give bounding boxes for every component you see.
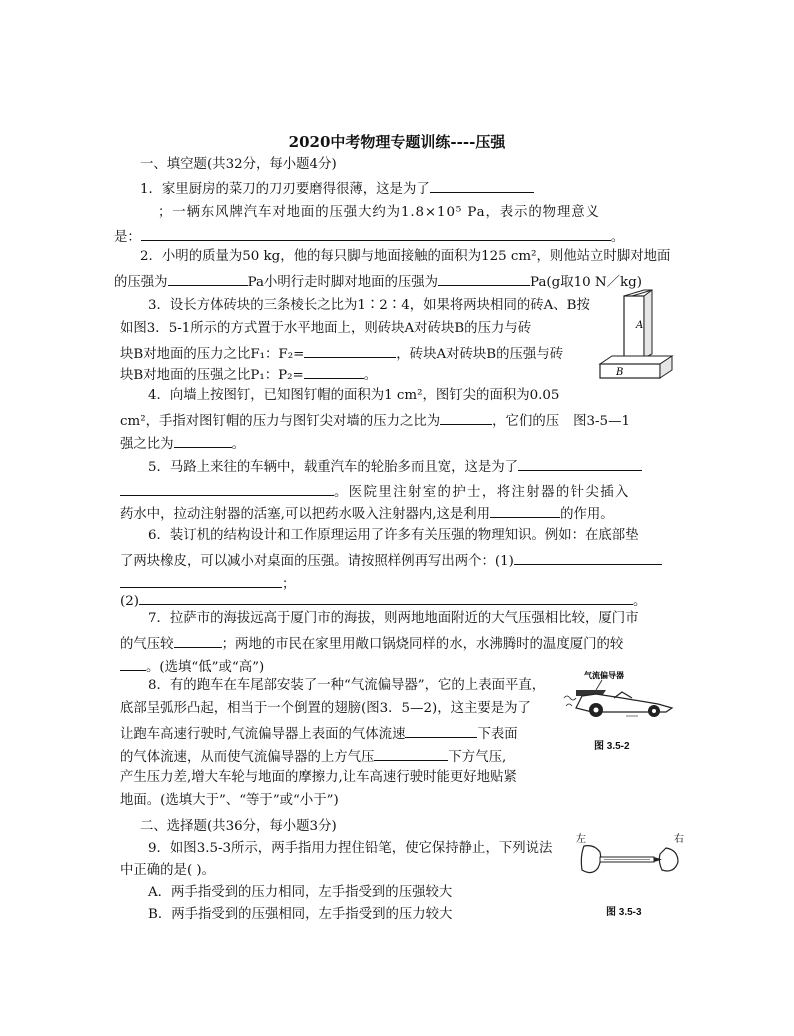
question-7-line-3: [120, 656, 264, 677]
section-heading-fill-blank: 一、填空题(共32分，每小题4分): [140, 157, 337, 172]
answer-blank[interactable]: [430, 178, 534, 193]
question-1-line-3: [114, 226, 624, 247]
q6-text-2: ；: [282, 577, 296, 592]
answer-blank[interactable]: [304, 364, 364, 379]
question-6-line-4: [120, 590, 646, 611]
q5-text-3: 药水中，拉动注射器的活塞,可以把药水吸入注射器内,这是利用: [120, 507, 491, 522]
answer-blank[interactable]: [174, 633, 222, 648]
answer-blank[interactable]: [168, 271, 248, 286]
q1-text: 是：: [114, 230, 141, 245]
answer-blank[interactable]: [514, 550, 662, 565]
option-b[interactable]: B．两手指受到的压强相同，左手指受到的压力较大: [148, 907, 453, 922]
question-1-line-2: ；一辆东风牌汽车对地面的压强大约为1.8×10⁵ Pa，表示的物理意义: [158, 205, 600, 220]
figure-caption-3-5-2: 图 3.5-2: [594, 741, 630, 752]
q4-end: 。: [231, 437, 245, 452]
question-7-line-2: [120, 633, 623, 654]
question-9-line-1: 9．如图3.5-3所示，两手指用力捏住铅笔，使它保持静止，下列说法: [148, 841, 553, 856]
left-label: 左: [576, 834, 586, 845]
figure-caption-3-5-1: 图3-5—1: [573, 414, 630, 429]
q3-text-2: ，砖块A对砖块B的压强与砖: [396, 347, 564, 362]
answer-blank[interactable]: [490, 503, 560, 518]
question-5-line-3: [120, 503, 614, 524]
question-4-line-2: [120, 410, 630, 431]
q2-text: 的压强为: [114, 275, 168, 290]
question-3-line-2: 如图3．5-1所示的方式置于水平地面上，则砖块A对砖块B的压力与砖: [120, 321, 532, 336]
q3-text: 块B对地面的压强之比P₁：P₂=: [120, 368, 304, 383]
question-8-line-2: 底部呈弧形凸起，相当于一个倒置的翅膀(图3．5—2)，这主要是为了: [120, 701, 531, 716]
q2-text-3: Pa(g取10 N／kg): [530, 275, 642, 290]
q4-text: 强之比为: [120, 437, 174, 452]
q8-text-4: 下方气压,: [448, 750, 507, 765]
section-heading-multiple-choice: 二、选择题(共36分，每小题3分): [140, 819, 337, 834]
right-label: 右: [674, 834, 684, 845]
q4-text: cm²，手指对图钉帽的压力与图钉尖对墙的压力之比为: [120, 414, 441, 429]
q5-text: 5．马路上来往的车辆中，载重汽车的轮胎多而且宽，这是为了: [148, 460, 519, 475]
answer-blank[interactable]: [139, 590, 633, 605]
q6-text: 了两块橡皮，可以减小对桌面的压强。请按照样例再写出两个：(1): [120, 554, 514, 569]
figure-caption-3-5-3: 图 3.5-3: [606, 907, 642, 918]
brick-label-b: B: [616, 367, 624, 378]
q5-end: 的作用。: [560, 507, 614, 522]
q1-text: 1．家里厨房的菜刀的刀刃要磨得很薄，这是为了: [140, 182, 430, 197]
spoiler-label: 气流偏导器: [584, 671, 624, 680]
q1-end: 。: [610, 230, 625, 245]
question-8-line-5: 产生压力差,增大车轮与地面的摩擦力,让车高速行驶时能更好地贴紧: [120, 770, 517, 785]
answer-blank[interactable]: [120, 481, 334, 496]
question-8-line-3: [120, 723, 518, 744]
question-2-line-2: [114, 271, 642, 292]
q3-end: 。: [363, 368, 378, 383]
q3-text: 块B对地面的压力之比F₁：F₂=: [120, 347, 305, 362]
question-6-line-2: [120, 550, 662, 571]
question-3-line-1: 3．设长方体砖块的三条棱长之比为1∶2∶4，如果将两块相同的砖A、B按: [148, 298, 590, 313]
q2-text-2: Pa小明行走时脚对地面的压强为: [247, 275, 439, 290]
question-3-line-4: [120, 364, 377, 385]
question-4-line-3: [120, 433, 245, 454]
question-8-line-6: 地面。(选填大于”、“等于”或“小于”): [120, 793, 339, 808]
brick-label-a: A: [636, 320, 644, 331]
answer-blank[interactable]: [174, 433, 232, 448]
answer-blank[interactable]: [120, 656, 146, 671]
question-5-line-1: [148, 456, 642, 477]
question-2-line-1: 2．小明的质量为50 kg，他的每只脚与地面接触的面积为125 cm²，则他站立时脚对地面: [140, 249, 671, 264]
answer-blank[interactable]: [374, 746, 448, 761]
answer-blank[interactable]: [120, 573, 282, 588]
question-3-line-3: [120, 343, 563, 364]
question-6-line-1: 6．装订机的结构设计和工作原理运用了许多有关压强的物理知识。例如：在底部垫: [148, 528, 639, 543]
pencil-figure: [570, 828, 690, 880]
q7-end: 。(选填“低”或“高”): [146, 660, 265, 675]
race-car-figure: [562, 668, 686, 720]
question-5-line-2: [120, 481, 630, 502]
option-a[interactable]: A．两手指受到的压力相同，左手指受到的压强较大: [148, 885, 453, 900]
page-title: 2020中考物理专题训练----压强: [288, 133, 506, 151]
q8-text-2: 下表面: [477, 727, 518, 742]
question-8-line-1: 8．有的跑车在车尾部安装了一种“气流偏导器”，它的上表面平直，: [148, 678, 546, 693]
q6-text-3: (2): [120, 594, 139, 609]
question-8-line-4: [120, 746, 506, 767]
q7-text-2: ；两地的市民在家里用敞口锅烧同样的水，水沸腾时的温度厦门的较: [221, 637, 624, 652]
q4-text-2: ，它们的压: [492, 414, 560, 429]
question-7-line-1: 7．拉萨市的海拔远高于厦门市的海拔，则两地地面附近的大气压强相比较，厦门市: [148, 611, 639, 626]
answer-blank[interactable]: [440, 410, 492, 425]
answer-blank[interactable]: [405, 723, 477, 738]
q6-end: 。: [632, 594, 647, 609]
q5-text-2: 。医院里注射室的护士，将注射器的针尖插入: [334, 485, 630, 500]
question-1-line-1: [140, 178, 534, 199]
question-9-line-2: 中正确的是( )。: [120, 863, 216, 878]
question-4-line-1: 4．向墙上按图钉，已知图钉帽的面积为1 cm²，图钉尖的面积为0.05: [148, 388, 560, 403]
q8-text: 让跑车高速行驶时,气流偏导器上表面的气体流速: [120, 727, 406, 742]
q7-text: 的气压较: [120, 637, 174, 652]
brick-figure: [598, 288, 674, 382]
answer-blank[interactable]: [518, 456, 642, 471]
answer-blank[interactable]: [438, 271, 530, 286]
answer-blank[interactable]: [141, 226, 611, 241]
q8-text-3: 的气体流速，从而使气流偏导器的上方气压: [120, 750, 375, 765]
answer-blank[interactable]: [304, 343, 396, 358]
